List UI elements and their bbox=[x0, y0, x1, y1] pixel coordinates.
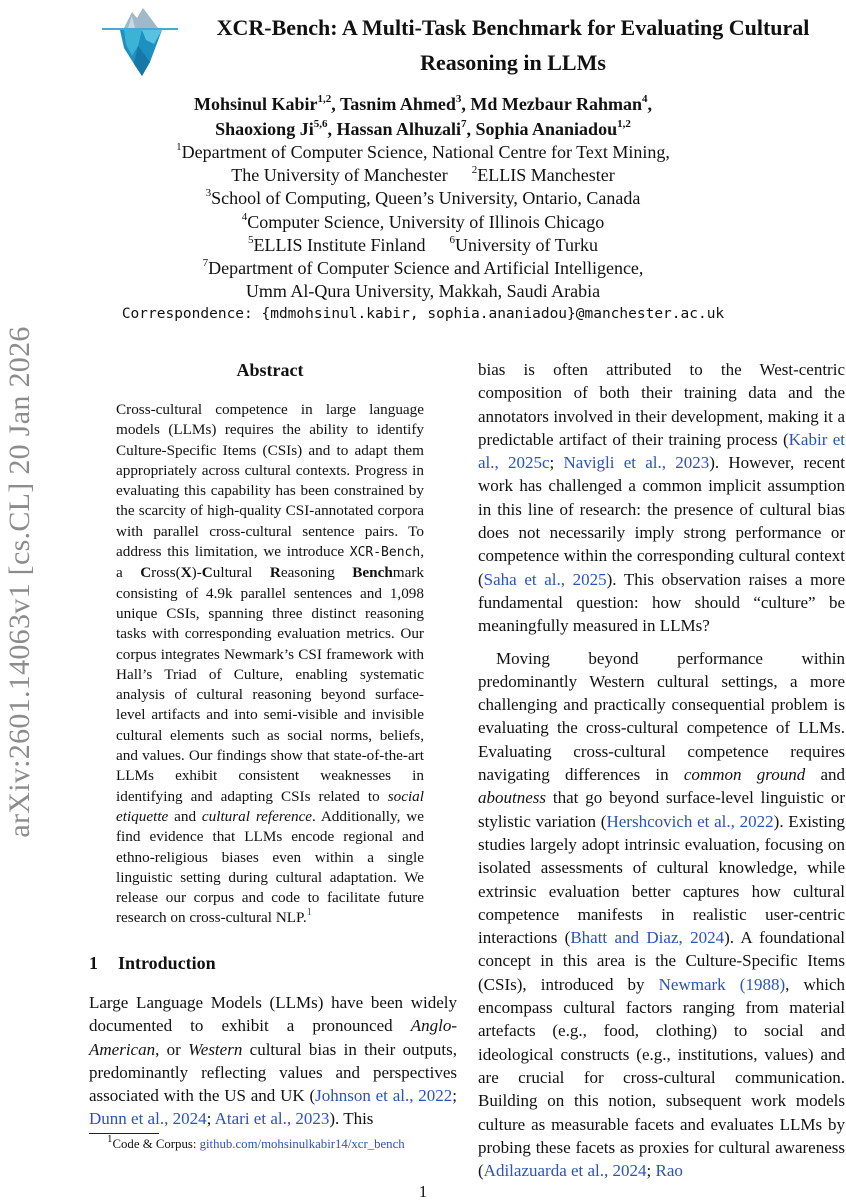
affiliation-4: Computer Science, University of Illinois Chicago bbox=[247, 211, 605, 232]
section-heading-introduction: 1 Introduction bbox=[89, 953, 216, 973]
footnote-link[interactable]: 1 bbox=[306, 906, 313, 919]
citation-link[interactable]: Atari et al., 2023 bbox=[214, 1109, 330, 1129]
author-affil-mark: 7 bbox=[461, 118, 467, 130]
intro-paragraph: Large Language Models (LLMs) have been widely documented to exhibit a pronounced Anglo-American, or Western cultural bias in their outputs, predominantly reflecting values and perspectives associated with the US and UK (Johnson et al., 2022; Dunn et al., 2024; Atari et al., 2023). This bbox=[89, 993, 457, 1129]
author-list: Mohsinul Kabir$^{1,2}$, Tasnim Ahmed$^3$, Md Mezbaur Rahman$^4$, Shaoxiong Ji$^{5,6}$, Hassan Alhuzali$^7$, Sophia Ananiadou$^{1,2}$ bbox=[193, 93, 652, 139]
affiliation-2: ELLIS Manchester bbox=[477, 165, 615, 186]
page-number: 1 bbox=[418, 1182, 428, 1201]
correspondence: Correspondence: {mdmohsinul.kabir, sophia.ananiadou}@manchester.ac.uk bbox=[121, 306, 725, 323]
author-affil-mark: 4 bbox=[642, 93, 648, 105]
affiliation-1: Department of Computer Science, National Centre for Text Mining, bbox=[181, 142, 670, 162]
citation-link[interactable]: Bhatt and Diaz, 2024 bbox=[570, 928, 725, 948]
author-name: Hassan Alhuzali bbox=[336, 119, 461, 139]
author-name: Shaoxiong Ji bbox=[215, 119, 314, 139]
affiliation-7b: Umm Al-Qura University, Makkah, Saudi Arabia bbox=[245, 281, 601, 302]
affiliation-7: Department of Computer Science and Artificial Intelligence, bbox=[208, 258, 644, 279]
author-name: Sophia Ananiadou bbox=[475, 119, 618, 139]
affiliation-3: School of Computing, Queen’s University, Ontario, Canada bbox=[211, 188, 641, 209]
paper-title: XCR-Bench: A Multi-Task Benchmark for Evaluating Cultural Reasoning in LLMs bbox=[216, 15, 810, 75]
citation-link[interactable]: Hershcovich et al., 2022 bbox=[606, 811, 774, 831]
right-paragraph-1: bias is often attributed to the West-centric composition of both their training data and the annotators involved in their development, making it a predictable artifact of their training process (Kabir et al., 2025c; Navigli et al., 2023). However, recent work has challenged a common implicit assumption in this line of research: the presence of cultural bias does not necessarily imply strong performance or competence within the corresponding cultural context (Saha et al., 2025). This observation raises a more fundamental question: how should “culture” be meaningfully measured in LLMs? bbox=[478, 360, 845, 636]
author-name: Tasnim Ahmed bbox=[339, 94, 456, 114]
iceberg-icon bbox=[102, 6, 178, 78]
author-affil-mark: 5,6 bbox=[313, 118, 328, 130]
footnote: $^1$Code & Corpus: github.com/mohsinulkabir14/xcr_bench bbox=[107, 1132, 405, 1151]
citation-link[interactable]: Rao bbox=[655, 1161, 683, 1181]
footnote-rule bbox=[89, 1133, 159, 1134]
citation-link[interactable]: Dunn et al., 2024 bbox=[89, 1109, 207, 1129]
citation-link[interactable]: Adilazuarda et al., 2024 bbox=[483, 1161, 647, 1181]
author-affil-mark: 1,2 bbox=[317, 93, 332, 105]
affiliation-1b: The University of Manchester bbox=[231, 165, 448, 186]
right-column bbox=[478, 358, 845, 1182]
author-name: Mohsinul Kabir bbox=[193, 94, 318, 114]
author-affil-mark: 1,2 bbox=[617, 118, 631, 130]
affiliations: $^1$Department of Computer Science, National Centre for Text Mining, The University of Manchester $^2$ELLIS Manchester $^3$School of Computing, Queen’s University, Ontario, Canada $^4$Computer Science, University of Illinois Chicago $^5$ELLIS Institute Finland $^6$University of Turku $^7$Department of Computer Science and Artificial Intelligence, Umm Al-Qura University, Makkah, Saudi Arabia Correspondence: {mdmohsinul.kabir, sophia.ananiadou}@manchester.ac.uk bbox=[90, 141, 756, 327]
affiliation-6: University of Turku bbox=[454, 234, 598, 255]
citation-link[interactable]: Kabir et al., 2025c bbox=[478, 429, 845, 473]
author-name: Md Mezbaur Rahman bbox=[470, 94, 642, 114]
citation-link[interactable]: Newmark (1988) bbox=[658, 974, 786, 994]
abstract-body: Cross-cultural competence in large language models (LLMs) requires the ability to identify Culture-Specific Items (CSIs) and to adapt them appropriately across cultural contexts. Progress in evaluating this capability has been constrained by the scarcity of high-quality CSI-annotated corpora with parallel cross-cultural sentence pairs. To address this limitation, we introduce XCR-Bench, a Cross(X)-Cultural Reasoning Benchmark consisting of 4.9k parallel sentences and 1,098 unique CSIs, spanning three distinct reasoning tasks with corresponding evaluation metrics. Our corpus integrates Newmark’s CSI framework with Hall’s Triad of Culture, enabling systematic analysis of cultural reasoning beyond surface-level artifacts and into semi-visible and invisible cultural elements such as social norms, beliefs, and values. Our findings show that state-of-the-art LLMs exhibit consistent weaknesses in identifying and adapting CSIs related to social etiquette and cultural reference. Additionally, we find evidence that LLMs encode regional and ethno-religious biases even within a single linguistic setting during cultural adaptation. We release our corpus and code to facilitate future research on cross-cultural NLP.$^1$ bbox=[116, 401, 424, 927]
affiliation-5: ELLIS Institute Finland bbox=[253, 234, 426, 255]
benchmark-name: XCR-Bench bbox=[349, 545, 421, 561]
citation-link[interactable]: Navigli et al., 2023 bbox=[563, 453, 710, 473]
abstract-heading: Abstract bbox=[236, 360, 304, 380]
author-affil-mark: 3 bbox=[455, 93, 462, 105]
citation-link[interactable]: Johnson et al., 2022 bbox=[315, 1086, 453, 1106]
repo-link[interactable]: github.com/mohsinulkabir14/xcr_bench bbox=[199, 1137, 405, 1151]
arxiv-stamp: arXiv:2601.14063v1 [cs.CL] 20 Jan 2026 bbox=[3, 326, 36, 838]
right-paragraph-2: Moving beyond performance within predominantly Western cultural settings, a more challenging and practically consequential problem is evaluating the cross-cultural competence of LLMs. Evaluating cross-cultural competence requires navigating differences in common ground and aboutness that go beyond surface-level linguistic or stylistic variation (Hershcovich et al., 2022). Existing studies largely adopt intrinsic evaluation, focusing on isolated assessments of cultural knowledge, while extrinsic evaluation better captures how cultural competence manifests in realistic user-centric interactions (Bhatt and Diaz, 2024). A foundational concept in this area is the Culture-Specific Items (CSIs), introduced by Newmark (1988), which encompass cultural factors ranging from material artefacts (e.g., food, clothing) to social and ideological constructs (e.g., institutions, values) and are crucial for cross-cultural communication. Building on this notion, subsequent work models culture as measurable facets and evaluates LLMs by probing these facets as proxies for cultural awareness (Adilazuarda et al., 2024; Rao bbox=[478, 648, 846, 1181]
citation-link[interactable]: Saha et al., 2025 bbox=[483, 569, 607, 589]
